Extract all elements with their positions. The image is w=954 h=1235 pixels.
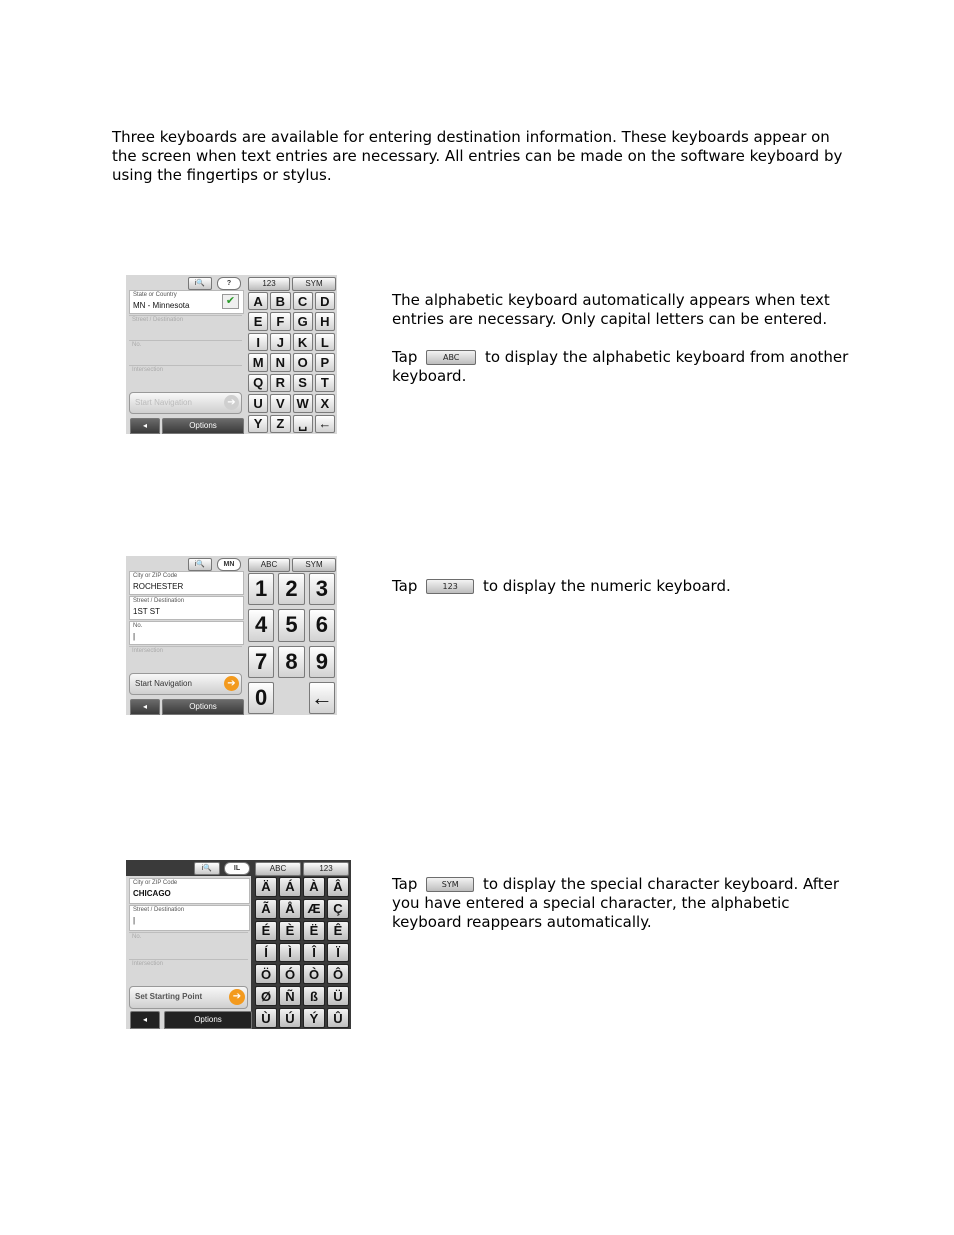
check-icon: ✔ [222, 294, 239, 309]
keyboard-key: M [248, 353, 268, 371]
special-character-keypad [255, 877, 349, 1028]
intersection-field [129, 365, 242, 388]
back-button: ◂ [130, 1011, 160, 1029]
field-value: CHICAGO [133, 889, 171, 898]
keyboard-key: 4 [248, 609, 274, 641]
street-destination-field [129, 905, 250, 931]
keyboard-key: Á [279, 877, 301, 897]
field-label: No. [132, 934, 142, 940]
tab-sym: SYM [292, 277, 336, 291]
numeric-keyboard-description [392, 577, 862, 615]
field-label: Intersection [132, 648, 164, 654]
sym-tap-instruction: Tap SYM to display the special character keyboard. After you have entered a special character, the alphabetic keyboard reappears automatically. [392, 875, 840, 931]
keyboard-key: Ú [279, 1008, 301, 1028]
tab-123: 123 [303, 862, 349, 876]
keyboard-key: 5 [278, 609, 304, 641]
set-starting-point-button: Set Starting Point ➔ [129, 986, 248, 1009]
keyboard-key: Ò [303, 964, 325, 984]
keyboard-key: U [248, 394, 268, 412]
alphabetic-keypad [248, 292, 335, 433]
keyboard-key: Â [327, 877, 349, 897]
arrow-icon: ➔ [224, 676, 239, 691]
field-label: Intersection [132, 961, 164, 967]
keyboard-key: I [248, 333, 268, 351]
field-label: State or Country [133, 292, 177, 298]
keyboard-key: 9 [309, 646, 335, 678]
keyboard-key: O [293, 353, 313, 371]
keyboard-key: Æ [303, 899, 325, 919]
help-button: ? [217, 277, 241, 290]
keyboard-key: Î [303, 943, 325, 963]
keyboard-key: J [270, 333, 290, 351]
keyboard-key: Ç [327, 899, 349, 919]
start-navigation-button: Start Navigation ➔ [129, 392, 242, 414]
info-search-icon: i🔍 [188, 277, 212, 290]
alphabetic-keyboard-screenshot [126, 275, 337, 434]
keyboard-key: Ø [255, 986, 277, 1006]
123-tap-instruction: Tap 123 to display the numeric keyboard. [392, 577, 731, 595]
abc-tap-instruction: Tap ABC to display the alphabetic keyboard from another keyboard. [392, 348, 849, 385]
field-label: No. [132, 342, 142, 348]
keyboard-key: Ý [303, 1008, 325, 1028]
keyboard-key: Z [270, 415, 290, 433]
keyboard-key: Û [327, 1008, 349, 1028]
keyboard-key: Ê [327, 921, 349, 941]
keyboard-key: Ä [255, 877, 277, 897]
keyboard-key: 0 [248, 682, 274, 714]
keyboard-key: Ã [255, 899, 277, 919]
keyboard-key: L [315, 333, 335, 351]
keyboard-key: 6 [309, 609, 335, 641]
keyboard-key: D [315, 292, 335, 310]
back-button: ◂ [130, 699, 160, 715]
keyboard-key: Ë [303, 921, 325, 941]
field-value: 1ST ST [133, 607, 160, 616]
keyboard-key: ← [309, 682, 335, 714]
keyboard-key: ß [303, 986, 325, 1006]
field-label: No. [133, 623, 143, 629]
keyboard-key: 8 [278, 646, 304, 678]
keyboard-key: 2 [278, 573, 304, 605]
keyboard-key: H [315, 312, 335, 330]
abc-button-image: ABC [426, 350, 476, 365]
keyboard-key: E [248, 312, 268, 330]
tab-abc: ABC [255, 862, 301, 876]
field-label: Intersection [132, 367, 164, 373]
field-label: Street / Destination [133, 598, 185, 604]
keyboard-key: Í [255, 943, 277, 963]
keyboard-key: Ô [327, 964, 349, 984]
options-button: Options [162, 699, 244, 715]
numeric-keypad [248, 573, 335, 714]
keyboard-key: A [248, 292, 268, 310]
info-search-icon: i🔍 [194, 862, 220, 875]
city-zip-field [129, 878, 250, 904]
keyboard-key: V [270, 394, 290, 412]
field-value: MN - Minnesota [133, 301, 190, 310]
keyboard-key: Ù [255, 1008, 277, 1028]
field-value: ROCHESTER [133, 582, 184, 591]
keyboard-key: Ö [255, 964, 277, 984]
field-label: Street / Destination [133, 907, 185, 913]
keyboard-key: 3 [309, 573, 335, 605]
alphabetic-paragraph: The alphabetic keyboard automatically appears when text entries are necessary. Only capital letters can be entered. [392, 291, 830, 328]
field-value: | [133, 632, 136, 641]
state-pill: IL [224, 862, 250, 875]
tab-sym: SYM [292, 558, 336, 572]
keyboard-key: Y [248, 415, 268, 433]
keyboard-key: Ó [279, 964, 301, 984]
special-character-keyboard-screenshot [126, 860, 351, 1029]
street-destination-field [129, 596, 244, 620]
options-button: Options [162, 418, 244, 434]
field-label: City or ZIP Code [133, 573, 178, 579]
keyboard-key: Ì [279, 943, 301, 963]
keyboard-key: É [255, 921, 277, 941]
intersection-field [129, 646, 242, 669]
keyboard-key: C [293, 292, 313, 310]
keyboard-key: ␣ [293, 415, 313, 433]
keyboard-key: X [315, 394, 335, 412]
street-destination-field [129, 315, 242, 338]
keyboard-key: T [315, 374, 335, 392]
info-search-icon: i🔍 [188, 558, 212, 571]
keyboard-key: ← [315, 415, 335, 433]
city-zip-field [129, 571, 244, 595]
keyboard-key: G [293, 312, 313, 330]
keyboard-key: Ü [327, 986, 349, 1006]
keyboard-key [278, 682, 304, 714]
keyboard-key: F [270, 312, 290, 330]
number-field [129, 932, 248, 957]
keyboard-key: À [303, 877, 325, 897]
keyboard-key: P [315, 353, 335, 371]
keyboard-key: S [293, 374, 313, 392]
tab-123: 123 [248, 277, 290, 291]
field-label: City or ZIP Code [133, 880, 178, 886]
keyboard-key: 7 [248, 646, 274, 678]
numeric-keyboard-screenshot [126, 556, 337, 715]
start-navigation-button: Start Navigation ➔ [129, 673, 242, 695]
arrow-icon: ➔ [229, 989, 245, 1005]
options-button: Options [164, 1011, 252, 1029]
field-value: | [133, 916, 136, 925]
number-field [129, 340, 242, 363]
intersection-field [129, 959, 248, 984]
back-button: ◂ [130, 418, 160, 434]
keyboard-key: Ñ [279, 986, 301, 1006]
alphabetic-keyboard-description [392, 291, 862, 405]
keyboard-key: K [293, 333, 313, 351]
state-country-field [129, 290, 244, 314]
keyboard-key: N [270, 353, 290, 371]
number-field [129, 621, 244, 645]
state-pill: MN [217, 558, 241, 571]
special-keyboard-description [392, 875, 862, 951]
keyboard-key: R [270, 374, 290, 392]
keyboard-key: B [270, 292, 290, 310]
keyboard-key: Å [279, 899, 301, 919]
intro-paragraph: Three keyboards are available for entering destination information. These keyboards appear on the screen when text entries are necessary. All entries can be made on the software keyboard by using the fingertips or stylus. [112, 128, 843, 184]
field-label: Street / Destination [132, 317, 184, 323]
arrow-icon: ➔ [224, 395, 239, 410]
keyboard-key: È [279, 921, 301, 941]
keyboard-key: Ï [327, 943, 349, 963]
sym-button-image: SYM [426, 877, 474, 892]
tab-abc: ABC [248, 558, 290, 572]
keyboard-key: 1 [248, 573, 274, 605]
keyboard-key: Q [248, 374, 268, 392]
123-button-image: 123 [426, 579, 474, 594]
keyboard-key: W [293, 394, 313, 412]
